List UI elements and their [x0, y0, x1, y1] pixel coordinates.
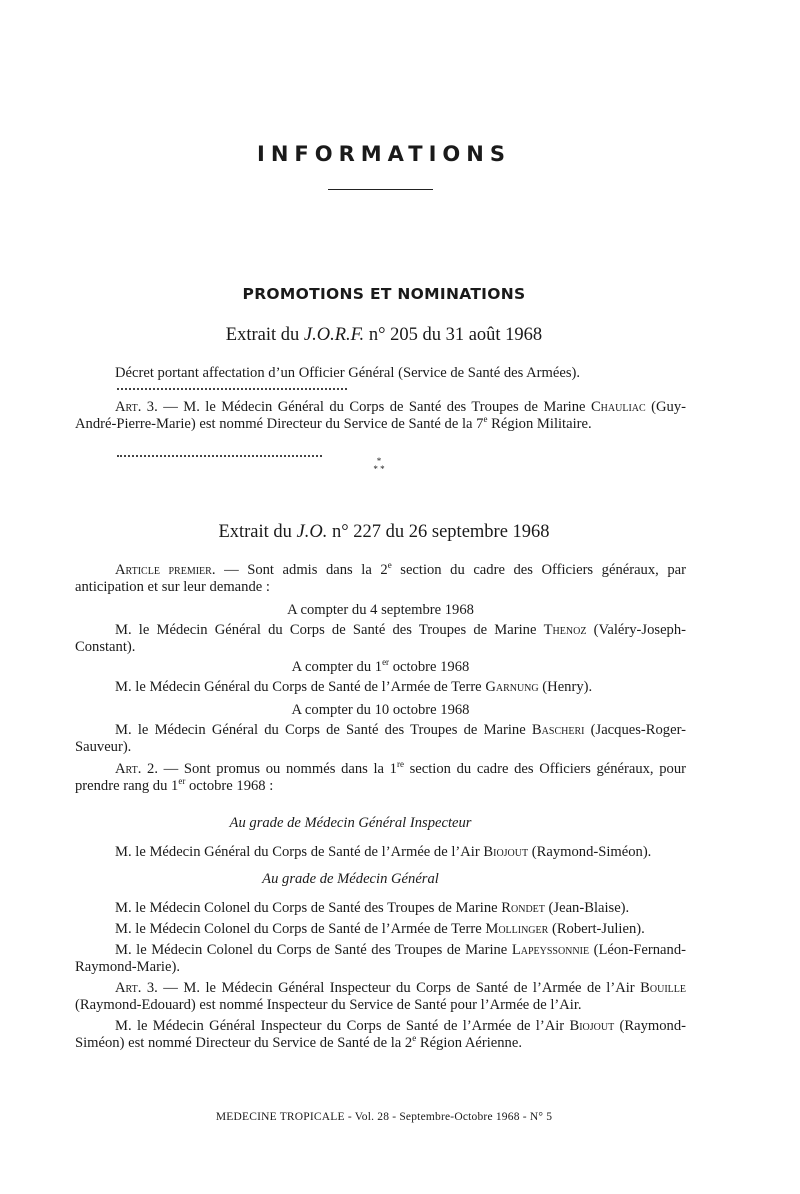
article-text: (Guy-André-Pierre-Marie) est nommé Directeur du Service de Santé de la 7 — [75, 399, 686, 432]
person-name: Bouille — [640, 980, 686, 996]
nomination-paragraph — [75, 1018, 686, 1052]
superscript: re — [396, 759, 404, 770]
article-paragraph — [75, 562, 686, 596]
extract-suffix: n° 205 du 31 août 1968 — [364, 325, 543, 345]
nomination-text: M. le Médecin Général du Corps de Santé de l’Armée de Terre — [115, 679, 486, 695]
nomination-text: M. le Médecin Colonel du Corps de Santé de l’Armée de Terre — [115, 921, 486, 937]
nomination-paragraph — [75, 942, 686, 976]
nomination-paragraph — [75, 722, 686, 756]
article-text: — M. le Médecin Général Inspecteur du Corps de Santé de l’Armée de l’Air — [157, 980, 641, 996]
grade-heading: Au grade de Médecin Général Inspecteur — [229, 815, 472, 831]
nomination-text: Région Aérienne. — [416, 1035, 522, 1051]
elision-dots-2 — [117, 455, 322, 457]
title-rule — [328, 189, 433, 190]
nomination-text: M. le Médecin Général du Corps de Santé de l’Armée de l’Air — [115, 844, 484, 860]
person-name: Biojout — [569, 1018, 615, 1034]
article-label: Article premier. — [115, 562, 216, 578]
nomination-paragraph — [75, 900, 686, 917]
person-name: Mollinger — [485, 921, 549, 937]
journal-name: J.O.R.F. — [303, 325, 365, 345]
nomination-text: M. le Médecin Colonel du Corps de Santé des Troupes de Marine — [115, 942, 512, 958]
person-name: Thenoz — [543, 622, 587, 638]
extract-prefix: Extrait du — [218, 522, 297, 542]
journal-name: J.O. — [296, 522, 328, 542]
extract-1-article — [75, 399, 686, 433]
article-text: octobre 1968 : — [185, 778, 274, 794]
nomination-text: (Raymond-Siméon) est nommé Directeur du Service de Santé de la 2 — [75, 1018, 687, 1051]
elision-dots-1 — [117, 388, 347, 390]
extract-1-body — [75, 365, 686, 382]
article-label: Art. 3. — [115, 399, 158, 415]
nomination-text: M. le Médecin Colonel du Corps de Santé des Troupes de Marine — [115, 900, 502, 916]
superscript: er — [178, 776, 186, 787]
article-text: (Raymond-Edouard) est nommé Inspecteur du Service de Santé pour l’Armée de l’Air. — [75, 997, 582, 1013]
superscript: e — [483, 414, 488, 425]
article-text: section du cadre des Officiers généraux, pour prendre rang du 1 — [75, 761, 686, 794]
decree-text: Décret portant affectation d’un Officier Général (Service de Santé des Armées). — [115, 365, 581, 381]
nomination-text: (Valéry-Joseph-Constant). — [75, 622, 686, 655]
person-name: Chauliac — [590, 399, 646, 415]
date-text: A compter du 1 — [291, 659, 383, 675]
date-line: A compter du 10 octobre 1968 — [291, 702, 470, 718]
person-name: Rondet — [501, 900, 545, 916]
asterism-separator: * * * — [373, 456, 385, 474]
nomination-paragraph — [75, 844, 686, 861]
date-line: A compter du 4 septembre 1968 — [287, 602, 474, 618]
person-name: Biojout — [483, 844, 529, 860]
person-name: Bascheri — [531, 722, 585, 738]
nomination-text: (Raymond-Siméon). — [528, 844, 652, 860]
date-text: octobre 1968 — [389, 659, 470, 675]
superscript: e — [387, 560, 392, 571]
nomination-text: M. le Médecin Général du Corps de Santé des Troupes de Marine — [115, 722, 532, 738]
superscript: e — [412, 1033, 417, 1044]
extract-prefix: Extrait du — [225, 325, 304, 345]
extract-suffix: n° 227 du 26 septembre 1968 — [327, 522, 550, 542]
article-text: — Sont promus ou nommés dans la 1 — [157, 761, 397, 777]
article-text: — M. le Médecin Général du Corps de Santé des Troupes de Marine — [157, 399, 591, 415]
nomination-text: (Léon-Fernand-Raymond-Marie). — [75, 942, 686, 975]
nomination-text: (Jean-Blaise). — [544, 900, 630, 916]
page-footer: MEDECINE TROPICALE - Vol. 28 - Septembre-Octobre 1968 - N° 5 — [215, 1111, 553, 1123]
page-title: INFORMATIONS — [257, 142, 511, 166]
nomination-text: (Robert-Julien). — [548, 921, 645, 937]
nomination-paragraph — [75, 622, 686, 656]
article-label: Art. 3. — [115, 980, 158, 996]
article-text: section du cadre des Officiers généraux, par anticipation et sur leur demande : — [75, 562, 686, 595]
superscript: er — [382, 657, 390, 668]
nomination-text: (Jacques-Roger-Sauveur). — [75, 722, 686, 755]
article-text: — Sont admis dans la 2 — [215, 562, 388, 578]
article-paragraph — [75, 980, 686, 1014]
article-paragraph — [75, 761, 686, 795]
nomination-text: M. le Médecin Général Inspecteur du Corps de Santé de l’Armée de l’Air — [115, 1018, 570, 1034]
nomination-paragraph — [75, 679, 686, 696]
article-label: Art. 2. — [115, 761, 158, 777]
grade-heading: Au grade de Médecin Général — [262, 871, 439, 887]
nomination-text: (Henry). — [538, 679, 593, 695]
article-paragraph — [75, 399, 686, 433]
extract-heading-2 — [0, 522, 768, 543]
extract-2-body — [75, 562, 686, 1052]
section-title: PROMOTIONS ET NOMINATIONS — [242, 285, 526, 303]
person-name: Garnung — [485, 679, 539, 695]
article-text: Région Militaire. — [487, 416, 592, 432]
nomination-paragraph — [75, 921, 686, 938]
nomination-text: M. le Médecin Général du Corps de Santé des Troupes de Marine — [115, 622, 544, 638]
date-line — [75, 659, 686, 676]
person-name: Lapeyssonnie — [511, 942, 590, 958]
extract-heading-1 — [0, 325, 768, 346]
